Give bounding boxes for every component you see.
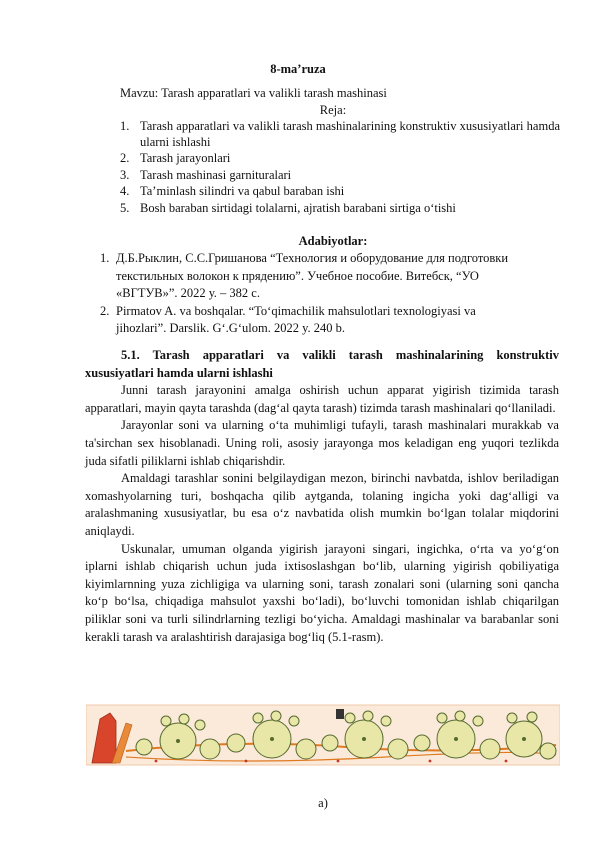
plan-item <box>120 184 560 200</box>
intermediate-drum <box>227 734 245 752</box>
lecture-topic: Mavzu: Tarash apparatlari va valikli tarash mashinasi <box>120 86 387 100</box>
reference-text: Pirmatov A. va boshqalar. “Toʻqimachilik mahsulotlari texnologiyasi va jihozlari”. Darslik. Gʻ.Gʻulom. 2022 y. 240 b. <box>116 303 476 335</box>
plan-item-text: Tarash mashinasi garnituralari <box>140 167 292 182</box>
plan-item <box>120 201 560 217</box>
plan-item <box>120 119 560 150</box>
intermediate-drum <box>322 735 338 751</box>
plan-item-number: 2. <box>120 151 130 165</box>
plan-item-number: 1. <box>120 119 130 133</box>
plan-item-number: 5. <box>120 200 130 215</box>
plan-item-text: Bosh baraban sirtidagi tolalarni, ajratish barabani sirtiga oʻtishi <box>140 200 456 215</box>
reference-number: 1. <box>100 251 110 265</box>
plan-label: Reja: <box>319 103 347 117</box>
reference-number: 2. <box>100 303 110 318</box>
intermediate-drum <box>414 735 430 751</box>
worker-roller <box>527 712 537 722</box>
plan-list <box>120 119 560 217</box>
references-list <box>100 250 520 338</box>
references-title: Adabiyotlar: <box>298 234 368 248</box>
worker-roller <box>289 716 299 726</box>
condenser-drum <box>540 743 556 759</box>
reference-item <box>100 303 520 338</box>
worker-roller <box>271 711 281 721</box>
reference-item <box>100 250 520 303</box>
worker-roller <box>363 711 373 721</box>
carding-machine-figure <box>86 703 560 767</box>
body-paragraph: Jarayonlar soni va ularning oʻta muhimligi tufayli, tarash mashinalari murakkab va ta'sirchan sex hisoblanadi. Uning roli, asosiy jarayonga mos keladigan eng yuqori tezlikda juda sifatli piliklarni ishlab chiqarishdir. <box>85 418 559 468</box>
plan-item-text: Tarash jarayonlari <box>140 151 231 165</box>
carding-machine-drawing <box>86 703 560 767</box>
plan-item <box>120 151 560 167</box>
reference-text: Д.Б.Рыклин, С.С.Гришанова “Технология и оборудование для подготовки текстильных волокон к прядению”. Учебное пособие. Витебск, “УО «ВГТУВ»”. 2022 у. – 382 с. <box>116 251 509 300</box>
section-heading: 5.1. Tarash apparatlari va valikli tarash mashinalarining konstruktiv xususiyatlari hamda ularni ishlashi <box>85 348 559 380</box>
plan-item-number: 3. <box>120 167 130 182</box>
body-paragraph: Junni tarash jarayonini amalga oshirish uchun apparat yigirish tizimida tarash apparatlari, mayin qayta tarashda (dagʻal qayta tarash) tizimda tarash mashinalari qoʻllaniladi. <box>85 383 559 415</box>
plan-item <box>120 168 560 184</box>
licker-in-drum <box>136 739 152 755</box>
doffer-drum <box>388 739 408 759</box>
figure-caption: a) <box>318 796 328 810</box>
plan-item-text: Tarash apparatlari va valikli tarash mashinalarining konstruktiv xususiyatlari hamda ularni ishlashi <box>140 119 560 149</box>
worker-roller <box>473 716 483 726</box>
doffer-drum <box>480 739 500 759</box>
worker-roller <box>253 713 263 723</box>
lecture-title: 8-ma’ruza <box>270 62 326 76</box>
doffer-drum <box>200 739 220 759</box>
doffer-drum <box>296 739 316 759</box>
plan-item-text: Ta’minlash silindri va qabul baraban ishi <box>140 184 345 198</box>
worker-roller <box>437 713 447 723</box>
worker-roller <box>345 713 355 723</box>
worker-roller <box>195 720 205 730</box>
worker-roller <box>161 716 171 726</box>
feed-rollers <box>336 709 344 719</box>
body-paragraph: Amaldagi tarashlar sonini belgilaydigan mezon, birinchi navbatda, ishlov beriladigan xomashyolarning turi, boshqacha qilib aytganda, tolaning ingicha yoki dagʻalligi va aralashmaning xususiyatlar, bu esa oʻz navbatida olish mumkin boʻlgan tolalar miqdorini aniqlaydi. <box>85 471 559 538</box>
worker-roller <box>455 711 465 721</box>
section-body <box>85 347 559 646</box>
worker-roller <box>507 713 517 723</box>
plan-item-number: 4. <box>120 184 130 198</box>
worker-roller <box>381 716 391 726</box>
worker-roller <box>179 714 189 724</box>
body-paragraph: Uskunalar, umuman olganda yigirish jarayoni singari, ingichka, oʻrta va yoʻgʻon iplarni ishlab chiqarish uchun juda ixtisoslashgan boʻlib, ularning yigirish qobiliyatiga kiyimlarnning yuza zichligiga va ularning soni, tarash zonalari soni (ularning soni qancha koʻp boʻlsa, chiqadiga mahsulot yaxshi boʻladi), boʻluvchi tomonidan ishlab chiqarilgan piliklar soni va turli silindrlarning tezligi boʻyicha. Amaldagi mashinalar va barabanlar soni kerakli tarash va aralashtirish darajasiga bogʻliq (5.1-rasm). <box>85 541 559 644</box>
